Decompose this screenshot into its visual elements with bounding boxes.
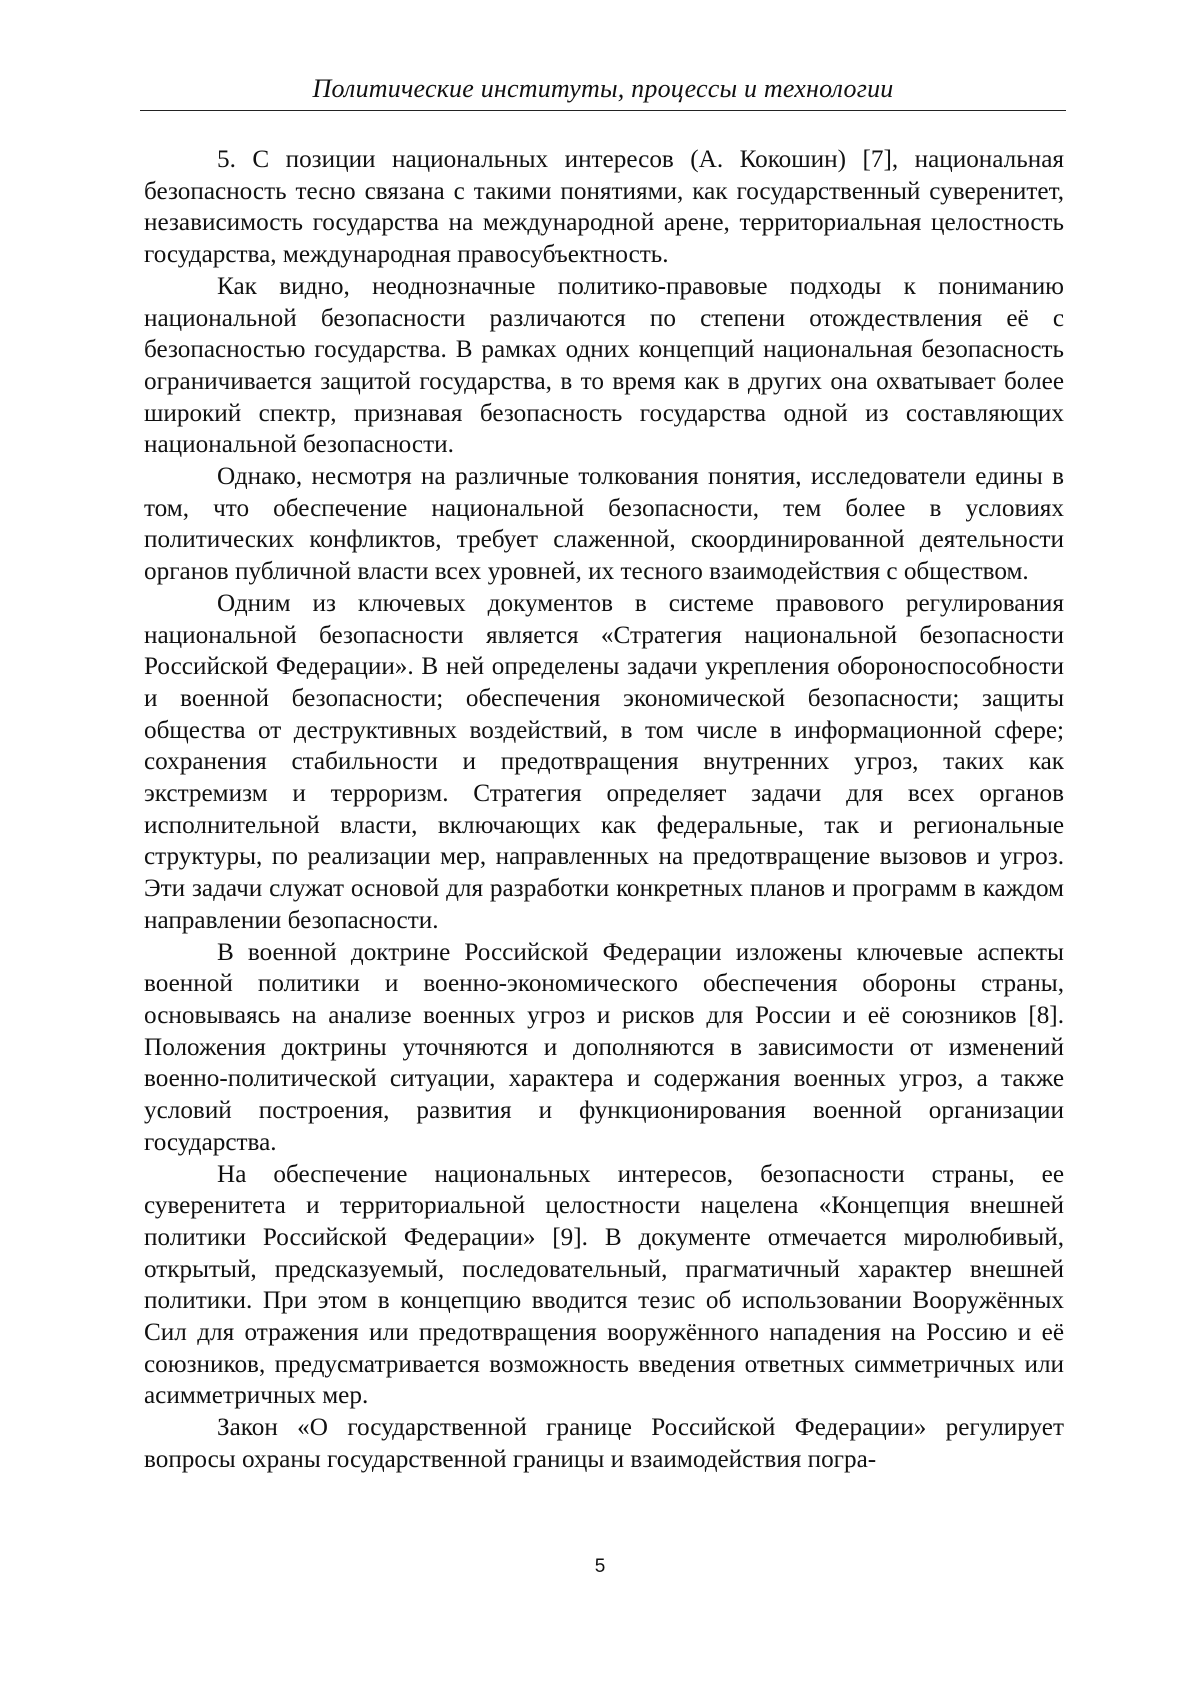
- paragraph-2: Как видно, неоднозначные политико-правовые подходы к пониманию национальной безопасности различаются по степени отождествления её с безопасностью государства. В рамках одних концепций национальная безопасность ограничивается защитой государства, в то время как в других она охватывает более широкий спектр, признавая безопасность государства одной из составляющих национальной безопасности.: [144, 272, 1064, 459]
- body-text: [144, 144, 1064, 1476]
- paragraph-1: 5. С позиции национальных интересов (А. Кокошин) [7], национальная безопасность тесно связана с такими понятиями, как государственный суверенитет, независимость государства на международной арене, территориальная целостность государства, международная правосубъектность.: [144, 146, 1064, 269]
- page-number: 5: [594, 1556, 606, 1577]
- paragraph-4: Одним из ключевых документов в системе правового регулирования национальной безопасности является «Стратегия национальной безопасности Российской Федерации». В ней определены задачи укрепления обороноспособности и военной безопасности; обеспечения экономической безопасности; защиты общества от деструктивных воздействий, в том числе в информационной сфере; сохранения стабильности и предотвращения внутренних угроз, таких как экстремизм и терроризм. Стратегия определяет задачи для всех органов исполнительной власти, включающих как федеральные, так и региональные структуры, по реализации мер, направленных на предотвращение вызовов и угроз. Эти задачи служат основой для разработки конкретных планов и программ в каждом направлении безопасности.: [144, 589, 1064, 934]
- running-header: Политические институты, процессы и технологии: [312, 74, 894, 103]
- paragraph-6: На обеспечение национальных интересов, безопасности страны, ее суверенитета и территориальной целостности нацелена «Концепция внешней политики Российской Федерации» [9]. В документе отмечается миролюбивый, открытый, предсказуемый, последовательный, прагматичный характер внешней политики. При этом в концепцию вводится тезис об использовании Вооружённых Сил для отражения или предотвращения вооружённого нападения на Россию и её союзников, предусматривается возможность введения ответных симметричных или асимметричных мер.: [144, 1160, 1064, 1410]
- paragraph-5: В военной доктрине Российской Федерации изложены ключевые аспекты военной политики и военно-экономического обеспечения обороны страны, основываясь на анализе военных угроз и рисков для России и её союзников [8]. Положения доктрины уточняются и дополняются в зависимости от изменений военно-политической ситуации, характера и содержания военных угроз, а также условий построения, развития и функционирования военной организации государства.: [144, 938, 1064, 1156]
- paragraph-7: Закон «О государственной границе Российской Федерации» регулирует вопросы охраны государственной границы и взаимодействия погра-: [144, 1414, 1064, 1473]
- paragraph-3: Однако, несмотря на различные толкования понятия, исследователи едины в том, что обеспечение национальной безопасности, тем более в условиях политических конфликтов, требует слаженной, скоординированной деятельности органов публичной власти всех уровней, их тесного взаимодействия с обществом.: [144, 463, 1064, 586]
- header-divider: [140, 110, 1066, 111]
